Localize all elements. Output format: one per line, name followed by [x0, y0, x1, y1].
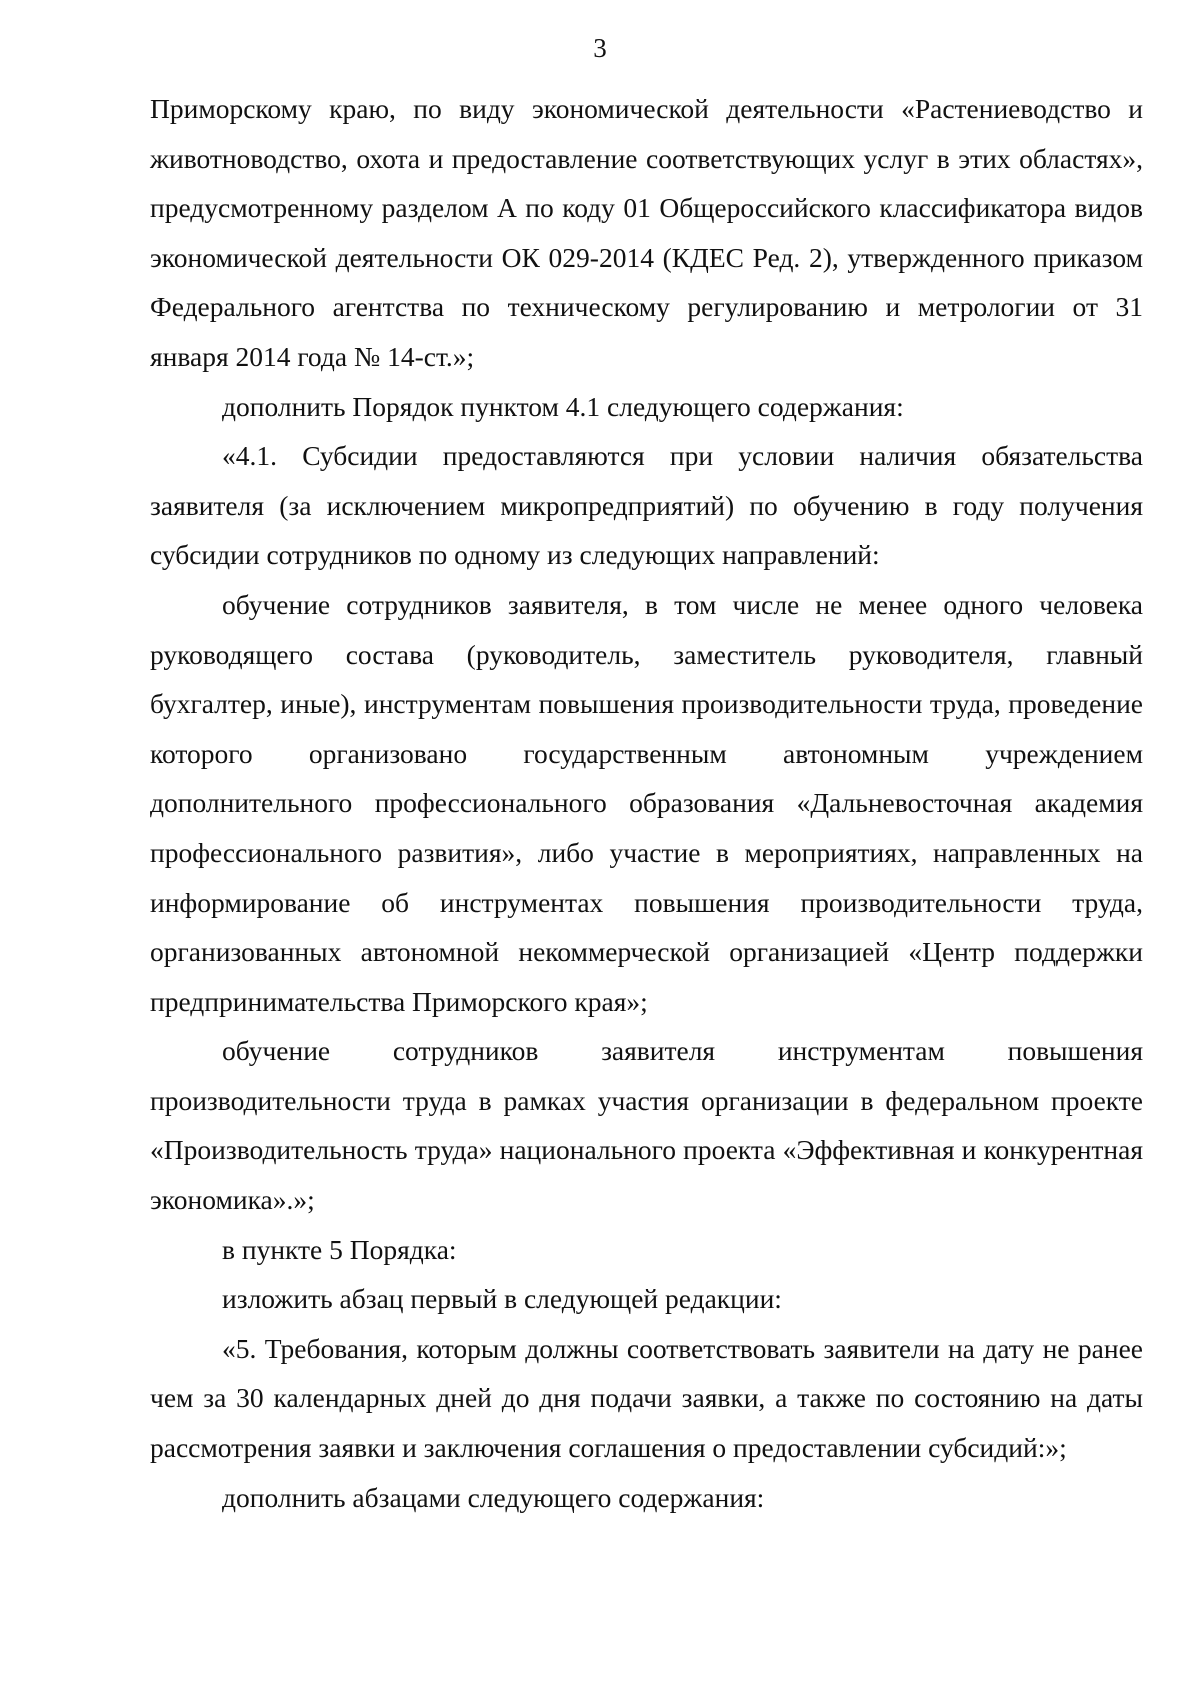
- paragraph-restate-first: изложить абзац первый в следующей редакции:: [222, 1283, 782, 1315]
- paragraph-amend-4-1: дополнить Порядок пунктом 4.1 следующего содержания:: [222, 390, 904, 422]
- paragraph-training-option-1: обучение сотрудников заявителя, в том числе не менее одного человека руководящего состава (руководитель, заместитель руководителя, главный бухгалтер, иные), инструментам повышения производительности труда, проведение которого организовано государственным автономным учреждением дополнительного профессионального образования «Дальневосточная академия профессионального развития», либо участие в мероприятиях, направленных на информирование об инструментах повышения производительности труда, организованных автономной некоммерческой организацией «Центр поддержки предпринимательства Приморского края»;: [150, 588, 1143, 1017]
- paragraph-clause-4-1: «4.1. Субсидии предоставляются при условии наличия обязательства заявителя (за исключением микропредприятий) по обучению в году получения субсидии сотрудников по одному из следующих направлений:: [150, 440, 1143, 571]
- paragraph-continuation: Приморскому краю, по виду экономической деятельности «Растениеводство и животноводство, охота и предоставление соответствующих услуг в этих областях», предусмотренному разделом А по коду 01 Общероссийского классификатора видов экономической деятельности ОК 029-2014 (КДЕС Ред. 2), утвержденного приказом Федерального агентства по техническому регулированию и метрологии от 31 января 2014 года № 14-ст.»;: [150, 93, 1143, 372]
- document-body: [150, 84, 1143, 1522]
- paragraph-clause-5-heading: в пункте 5 Порядка:: [222, 1233, 457, 1265]
- paragraph-training-option-2: обучение сотрудников заявителя инструментам повышения производительности труда в рамках участия организации в федеральном проекте «Производительность труда» национального проекта «Эффективная и конкурентная экономика».»;: [150, 1035, 1143, 1216]
- paragraph-add-paragraphs: дополнить абзацами следующего содержания:: [222, 1481, 765, 1513]
- paragraph-clause-5-text: «5. Требования, которым должны соответствовать заявители на дату не ранее чем за 30 календарных дней до дня подачи заявки, а также по состоянию на даты рассмотрения заявки и заключения соглашения о предоставлении субсидий:»;: [150, 1332, 1143, 1464]
- page-number: 3: [593, 33, 607, 63]
